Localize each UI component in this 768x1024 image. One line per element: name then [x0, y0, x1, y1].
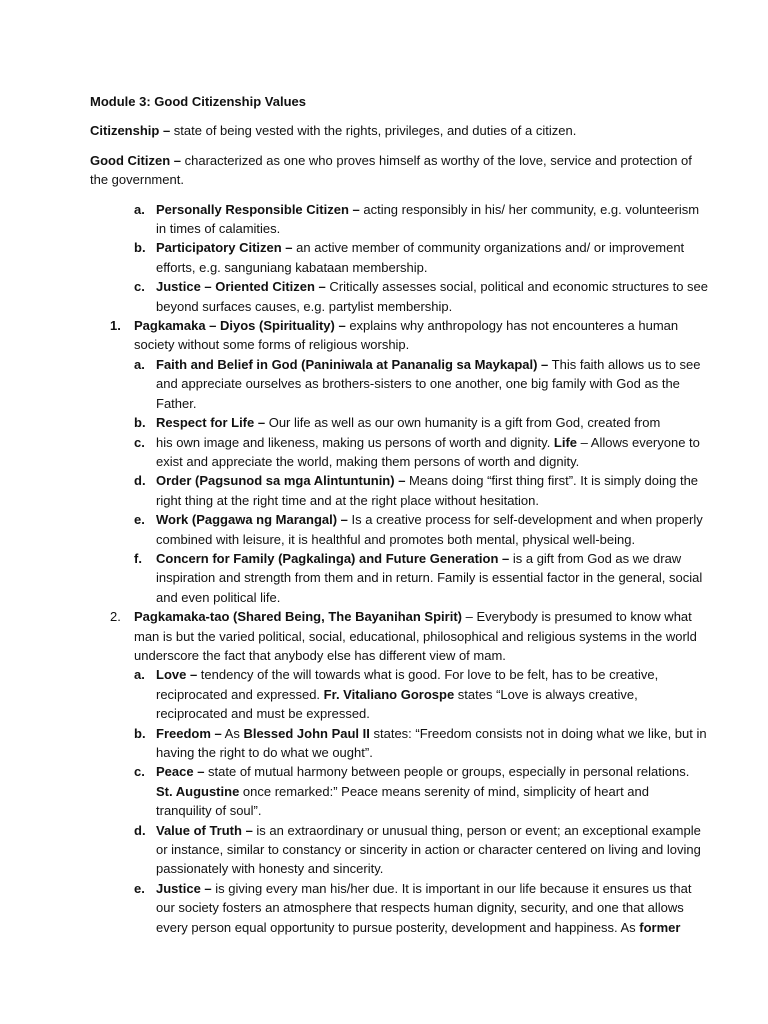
- item-text: an active member of community organizations and/ or improvement efforts, e.g. sanguniang kabataan membership.: [156, 240, 685, 275]
- definition-citizenship: [90, 121, 708, 140]
- definition-text: state of being vested with the rights, privileges, and duties of a citizen.: [170, 123, 577, 139]
- item-label: b.: [134, 725, 146, 741]
- section-text: – Everybody is presumed to know what man is but the varied political, social, educational, philosophical and religious systems in the world underscore the fact that anybody else has different view of mam.: [134, 609, 697, 663]
- item-label: c.: [134, 764, 145, 780]
- item-text: Critically assesses social, political and economic structures to see beyond surfaces causes, e.g. partylist membership.: [156, 279, 708, 314]
- section-spirituality: [90, 316, 708, 355]
- section-text: explains why anthropology has not encounteres a human society without some forms of religious worship.: [134, 318, 679, 353]
- term: Justice –: [156, 880, 212, 896]
- item-text: is giving every man his/her due. It is important in our life because it ensures us that our society fosters an atmosphere that respects human dignity, security, and one that allows every person equal opportunity to pursue posterity, development and happiness. As: [156, 880, 692, 935]
- quoted-person: St. Augustine: [156, 783, 240, 799]
- value-item: [90, 724, 708, 763]
- term: Concern for Family (Pagkalinga) and Future Generation –: [156, 550, 510, 566]
- quoted-person: Fr. Vitaliano Gorospe: [323, 686, 455, 702]
- section-shared-being: [90, 607, 708, 665]
- term: Life: [553, 434, 578, 450]
- term: Respect for Life –: [156, 415, 266, 431]
- item-text-bold: former: [639, 919, 681, 935]
- item-label: d.: [134, 473, 146, 489]
- term: Justice – Oriented Citizen –: [156, 279, 326, 295]
- item-label: e.: [134, 880, 145, 896]
- citizen-type-item: [90, 238, 708, 277]
- value-item: [90, 549, 708, 607]
- value-item: [90, 355, 708, 413]
- item-text: is an extraordinary or unusual thing, person or event; an exceptional example or instance, similar to constancy or sincerity in action or character centered on living and loving passionately with honesty and sincerity.: [156, 822, 701, 877]
- term: Work (Paggawa ng Marangal) –: [156, 512, 348, 528]
- item-label: a.: [134, 667, 145, 683]
- item-label: b.: [134, 240, 146, 256]
- item-label: d.: [134, 822, 146, 838]
- term: Participatory Citizen –: [156, 240, 293, 256]
- citizen-type-item: [90, 277, 708, 316]
- item-text: state of mutual harmony between people or groups, especially in personal relations.: [204, 764, 690, 780]
- item-label: a.: [134, 201, 145, 217]
- value-item: [90, 665, 708, 723]
- module-title: Module 3: Good Citizenship Values: [90, 94, 306, 109]
- value-item: [90, 879, 708, 937]
- citizen-type-item: [90, 200, 708, 239]
- definition-good-citizen: [90, 151, 708, 190]
- term: Order (Pagsunod sa mga Alintuntunin) –: [156, 473, 406, 489]
- item-label: f.: [134, 550, 142, 566]
- value-item: [90, 433, 708, 472]
- term: Personally Responsible Citizen –: [156, 201, 360, 217]
- item-text: his own image and likeness, making us persons of worth and dignity.: [156, 434, 554, 450]
- term: Good Citizen –: [90, 152, 181, 168]
- definition-text: characterized as one who proves himself as worthy of the love, service and protection of the government.: [90, 152, 692, 188]
- item-label: b.: [134, 415, 146, 431]
- item-label: a.: [134, 356, 145, 372]
- value-item: [90, 762, 708, 820]
- term: Citizenship –: [90, 123, 171, 139]
- item-text: states “Love is always creative, reciprocated and must be expressed.: [156, 686, 638, 722]
- section-number: 2.: [110, 609, 121, 625]
- quoted-person: Blessed John Paul II: [243, 725, 370, 741]
- section-number: 1.: [110, 318, 121, 334]
- item-text: – Allows everyone to exist and appreciate the world, making them persons of worth and dignity.: [156, 434, 700, 469]
- term: Peace –: [156, 764, 205, 780]
- item-text: once remarked:” Peace means serenity of mind, simplicity of heart and tranquility of soul”.: [156, 783, 649, 819]
- section-term: Pagkamaka – Diyos (Spirituality) –: [134, 318, 346, 334]
- item-text: Means doing “first thing first”. It is simply doing the right thing at the right time and at the right place without hesitation.: [156, 473, 699, 508]
- term: Freedom –: [156, 725, 222, 741]
- term: Love –: [156, 667, 198, 683]
- item-text: states: “Freedom consists not in doing what we like, but in having the right to do what we ought”.: [156, 725, 707, 760]
- value-item: [90, 821, 708, 879]
- term: Faith and Belief in God (Paniniwala at Pananalig sa Maykapal) –: [156, 356, 549, 372]
- item-text: Our life as well as our own humanity is a gift from God, created from: [265, 415, 661, 431]
- item-label: e.: [134, 512, 145, 528]
- item-text: acting responsibly in his/ her community, e.g. volunteerism in times of calamities.: [156, 201, 700, 237]
- value-item: [90, 413, 708, 432]
- item-text: This faith allows us to see and appreciate ourselves as brothers-sisters to one another, one big family with God as the Father.: [156, 356, 701, 411]
- item-label: c.: [134, 279, 145, 295]
- item-text: Is a creative process for self-development and when properly combined with leisure, it is healthful and promotes both mental, physical well-being.: [156, 512, 703, 547]
- item-label: c.: [134, 434, 145, 450]
- item-text: As: [221, 725, 244, 741]
- value-item: [90, 471, 708, 510]
- item-text: is a gift from God as we draw inspiration and strength from them and in return. Family is essential factor in the general, social and even political life.: [156, 550, 703, 605]
- term: Value of Truth –: [156, 822, 253, 838]
- section-term: Pagkamaka-tao (Shared Being, The Bayanihan Spirit): [134, 609, 462, 625]
- value-item: [90, 510, 708, 549]
- item-text: tendency of the will towards what is good. For love to be felt, has to be creative, reciprocated and expressed.: [156, 667, 659, 702]
